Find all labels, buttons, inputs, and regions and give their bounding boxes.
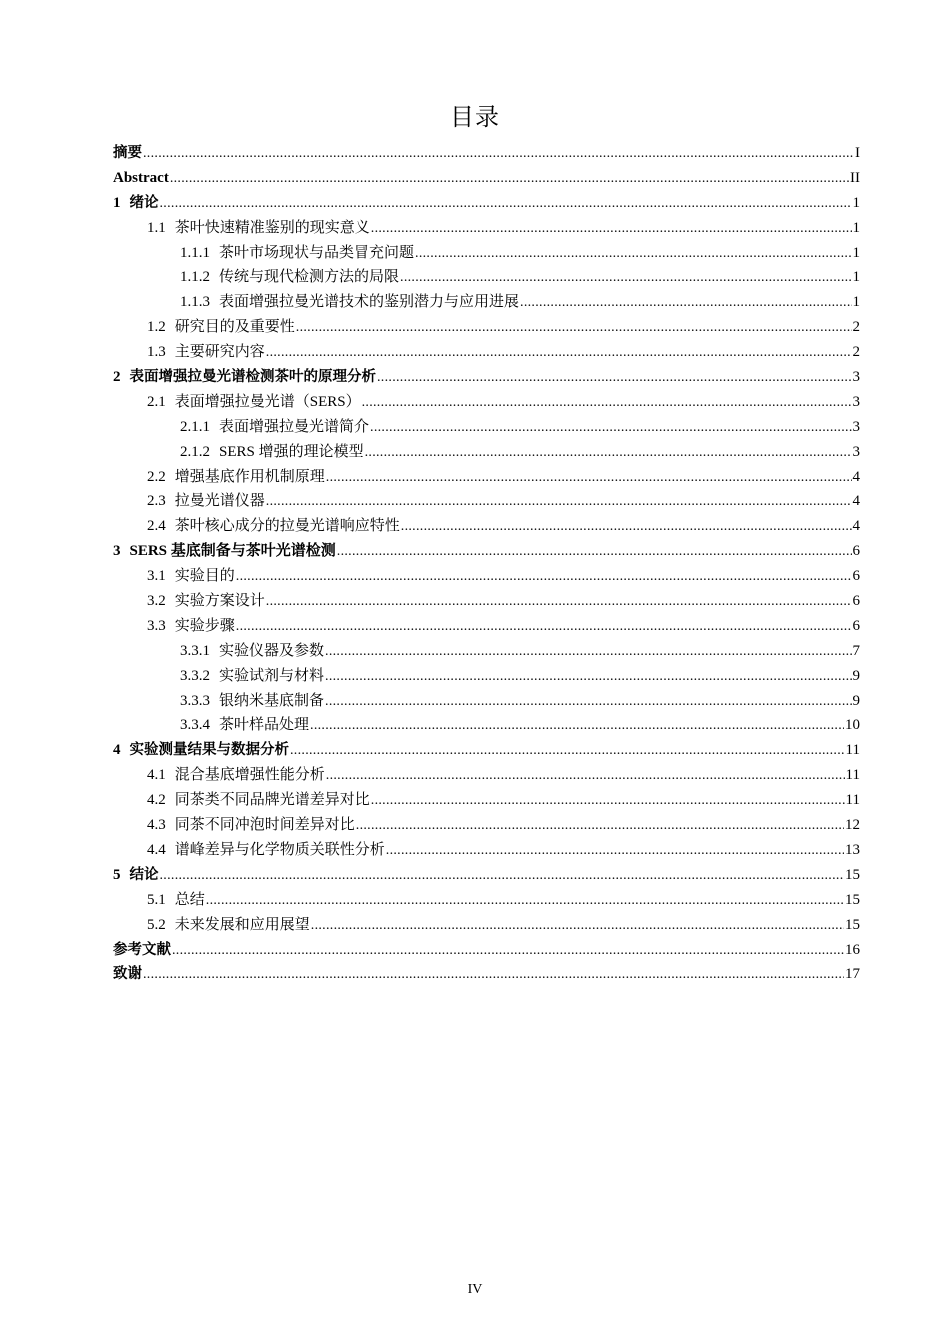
dot-leader bbox=[371, 217, 852, 242]
dot-leader bbox=[415, 242, 851, 267]
toc-entry-number: 3.3.2 bbox=[180, 667, 210, 684]
toc-entry-label: 同茶不同冲泡时间差异对比 bbox=[174, 817, 355, 834]
toc-entry-label: 拉曼光谱仪器 bbox=[174, 493, 265, 510]
toc-entry[interactable] bbox=[113, 191, 860, 216]
dot-leader bbox=[206, 889, 844, 914]
toc-entry-page: 1 bbox=[852, 294, 860, 311]
toc-entry-label: 结论 bbox=[129, 866, 159, 883]
dot-leader bbox=[143, 142, 854, 167]
table-of-contents bbox=[113, 141, 860, 987]
dot-leader bbox=[370, 416, 851, 441]
toc-entry[interactable] bbox=[113, 689, 860, 714]
dot-leader bbox=[325, 665, 851, 690]
toc-entry-label: 茶叶市场现状与品类冒充问题 bbox=[219, 244, 415, 261]
toc-entry[interactable] bbox=[113, 415, 860, 440]
toc-entry-page: II bbox=[850, 169, 860, 186]
toc-entry-label: 实验试剂与材料 bbox=[219, 667, 325, 684]
toc-entry-label: 主要研究内容 bbox=[174, 344, 265, 361]
dot-leader bbox=[310, 714, 844, 739]
toc-entry[interactable] bbox=[113, 639, 860, 664]
dot-leader bbox=[296, 316, 852, 341]
toc-entry-number: 3.3.1 bbox=[180, 642, 210, 659]
toc-entry-page: 11 bbox=[845, 792, 860, 809]
toc-entry-label: 银纳米基底制备 bbox=[219, 692, 325, 709]
toc-entry-label: 茶叶核心成分的拉曼光谱响应特性 bbox=[174, 518, 400, 535]
dot-leader bbox=[143, 963, 844, 988]
dot-leader bbox=[325, 640, 851, 665]
toc-entry-page: 4 bbox=[852, 518, 860, 535]
toc-entry-label: Abstract bbox=[113, 169, 169, 186]
toc-entry-number: 5 bbox=[113, 866, 121, 883]
toc-entry-number: 3.1 bbox=[147, 568, 166, 585]
toc-entry[interactable] bbox=[113, 265, 860, 290]
toc-entry[interactable] bbox=[113, 738, 860, 763]
toc-entry-number: 4.2 bbox=[147, 792, 166, 809]
toc-entry-page: 9 bbox=[852, 692, 860, 709]
dot-leader bbox=[160, 192, 852, 217]
toc-entry-number: 2.1.1 bbox=[180, 418, 210, 435]
toc-entry-page: I bbox=[855, 145, 860, 161]
dot-leader bbox=[401, 515, 852, 540]
toc-entry[interactable] bbox=[113, 763, 860, 788]
toc-entry-page: 3 bbox=[852, 443, 860, 460]
toc-entry-page: 6 bbox=[852, 593, 860, 610]
toc-entry-page: 12 bbox=[845, 817, 860, 834]
toc-entry-page: 2 bbox=[852, 344, 860, 361]
toc-entry[interactable] bbox=[113, 888, 860, 913]
toc-entry-page: 11 bbox=[845, 742, 860, 759]
toc-entry-page: 10 bbox=[845, 717, 860, 734]
toc-entry-page: 6 bbox=[852, 568, 860, 585]
toc-entry-number: 2.1 bbox=[147, 393, 166, 410]
toc-entry-label: 摘要 bbox=[113, 145, 142, 161]
toc-entry-number: 3 bbox=[113, 543, 121, 560]
toc-entry-label: 谱峰差异与化学物质关联性分析 bbox=[174, 841, 385, 858]
toc-entry-page: 2 bbox=[852, 319, 860, 336]
toc-entry-number: 2 bbox=[113, 369, 121, 386]
toc-entry[interactable] bbox=[113, 913, 860, 938]
toc-entry-page: 13 bbox=[845, 841, 860, 858]
toc-entry-page: 1 bbox=[852, 194, 860, 211]
toc-entry[interactable] bbox=[113, 938, 860, 963]
dot-leader bbox=[365, 441, 852, 466]
toc-entry[interactable] bbox=[113, 813, 860, 838]
toc-entry-number: 5.2 bbox=[147, 916, 166, 933]
toc-entry-page: 6 bbox=[852, 543, 860, 560]
toc-entry-number: 2.1.2 bbox=[180, 443, 210, 460]
toc-entry-label: 绪论 bbox=[129, 194, 159, 211]
toc-entry[interactable] bbox=[113, 838, 860, 863]
toc-entry-label: 未来发展和应用展望 bbox=[174, 916, 310, 933]
dot-leader bbox=[236, 615, 852, 640]
toc-entry-page: 3 bbox=[852, 418, 860, 435]
toc-entry[interactable] bbox=[113, 539, 860, 564]
toc-entry-page: 7 bbox=[852, 642, 860, 659]
toc-entry-label: 实验方案设计 bbox=[174, 593, 265, 610]
toc-entry[interactable] bbox=[113, 241, 860, 266]
toc-entry-page: 4 bbox=[852, 468, 860, 485]
toc-entry[interactable] bbox=[113, 564, 860, 589]
toc-entry[interactable] bbox=[113, 216, 860, 241]
toc-entry-number: 3.2 bbox=[147, 593, 166, 610]
toc-entry-label: 实验目的 bbox=[174, 568, 235, 585]
toc-entry-number: 1.1.2 bbox=[180, 269, 210, 286]
toc-entry[interactable] bbox=[113, 713, 860, 738]
toc-entry-label: 表面增强拉曼光谱检测茶叶的原理分析 bbox=[129, 369, 376, 386]
toc-entry[interactable] bbox=[113, 962, 860, 987]
toc-entry-number: 1.3 bbox=[147, 344, 166, 361]
toc-entry[interactable] bbox=[113, 863, 860, 888]
toc-entry-number: 1 bbox=[113, 194, 121, 211]
toc-entry-label: 增强基底作用机制原理 bbox=[174, 468, 325, 485]
toc-entry-label: 实验步骤 bbox=[174, 617, 235, 634]
dot-leader bbox=[520, 291, 851, 316]
toc-entry-label: SERS 基底制备与茶叶光谱检测 bbox=[129, 543, 336, 560]
toc-entry-label: 实验仪器及参数 bbox=[219, 642, 325, 659]
toc-entry-page: 17 bbox=[845, 966, 860, 983]
dot-leader bbox=[371, 789, 845, 814]
toc-entry-label: 致谢 bbox=[113, 966, 142, 983]
toc-entry[interactable] bbox=[113, 390, 860, 415]
dot-leader bbox=[400, 266, 851, 291]
toc-entry-number: 4.3 bbox=[147, 817, 166, 834]
toc-entry[interactable] bbox=[113, 166, 860, 191]
toc-entry-label: 表面增强拉曼光谱简介 bbox=[219, 418, 370, 435]
dot-leader bbox=[160, 864, 845, 889]
toc-entry[interactable] bbox=[113, 614, 860, 639]
dot-leader bbox=[362, 391, 852, 416]
toc-entry-page: 9 bbox=[852, 667, 860, 684]
dot-leader bbox=[170, 167, 849, 192]
toc-entry-number: 1.1 bbox=[147, 219, 166, 236]
toc-entry-number: 4 bbox=[113, 742, 121, 759]
dot-leader bbox=[356, 814, 844, 839]
toc-entry[interactable] bbox=[113, 440, 860, 465]
toc-entry-number: 3.3 bbox=[147, 617, 166, 634]
dot-leader bbox=[377, 366, 852, 391]
toc-entry-page: 1 bbox=[852, 244, 860, 261]
dot-leader bbox=[325, 690, 851, 715]
toc-entry-number: 2.4 bbox=[147, 518, 166, 535]
dot-leader bbox=[266, 341, 852, 366]
toc-entry-label: 参考文献 bbox=[113, 941, 171, 958]
dot-leader bbox=[326, 764, 845, 789]
toc-entry[interactable] bbox=[113, 514, 860, 539]
dot-leader bbox=[172, 939, 844, 964]
toc-entry[interactable] bbox=[113, 489, 860, 514]
toc-entry-number: 4.4 bbox=[147, 841, 166, 858]
toc-entry-label: 表面增强拉曼光谱技术的鉴别潜力与应用进展 bbox=[219, 294, 520, 311]
toc-entry[interactable] bbox=[113, 340, 860, 365]
toc-entry[interactable] bbox=[113, 788, 860, 813]
toc-entry[interactable] bbox=[113, 664, 860, 689]
toc-entry-label: 实验测量结果与数据分析 bbox=[129, 742, 289, 759]
page-number: IV bbox=[467, 1282, 483, 1297]
toc-entry[interactable] bbox=[113, 365, 860, 390]
toc-entry[interactable] bbox=[113, 290, 860, 315]
toc-entry[interactable] bbox=[113, 465, 860, 490]
dot-leader bbox=[290, 739, 845, 764]
dot-leader bbox=[386, 839, 844, 864]
toc-entry-number: 3.3.3 bbox=[180, 692, 210, 709]
toc-entry-page: 1 bbox=[852, 269, 860, 286]
toc-entry-number: 2.2 bbox=[147, 468, 166, 485]
toc-entry-page: 15 bbox=[845, 891, 860, 908]
toc-entry-number: 2.3 bbox=[147, 493, 166, 510]
toc-entry-number: 1.2 bbox=[147, 319, 166, 336]
toc-entry-label: 传统与现代检测方法的局限 bbox=[219, 269, 400, 286]
toc-entry-page: 11 bbox=[845, 767, 860, 784]
page-title: 目录 bbox=[450, 103, 500, 131]
toc-entry-page: 15 bbox=[845, 866, 860, 883]
toc-entry-number: 1.1.1 bbox=[180, 244, 210, 261]
toc-entry-page: 15 bbox=[845, 916, 860, 933]
toc-entry-label: 研究目的及重要性 bbox=[174, 319, 295, 336]
dot-leader bbox=[236, 565, 852, 590]
toc-entry-page: 6 bbox=[852, 617, 860, 634]
toc-entry-number: 1.1.3 bbox=[180, 294, 210, 311]
toc-entry[interactable] bbox=[113, 141, 860, 166]
dot-leader bbox=[326, 466, 852, 491]
toc-entry-page: 3 bbox=[852, 369, 860, 386]
toc-entry-label: 茶叶快速精准鉴别的现实意义 bbox=[174, 219, 370, 236]
toc-entry-page: 16 bbox=[845, 941, 860, 958]
toc-entry-label: SERS 增强的理论模型 bbox=[219, 443, 364, 460]
toc-entry-number: 3.3.4 bbox=[180, 717, 210, 734]
dot-leader bbox=[311, 914, 844, 939]
toc-entry-label: 茶叶样品处理 bbox=[219, 717, 310, 734]
toc-entry[interactable] bbox=[113, 589, 860, 614]
toc-entry-label: 混合基底增强性能分析 bbox=[174, 767, 325, 784]
toc-entry-label: 总结 bbox=[174, 891, 205, 908]
dot-leader bbox=[266, 590, 852, 615]
toc-entry-number: 5.1 bbox=[147, 891, 166, 908]
dot-leader bbox=[266, 490, 852, 515]
toc-entry[interactable] bbox=[113, 315, 860, 340]
toc-entry-label: 表面增强拉曼光谱（SERS） bbox=[174, 393, 361, 410]
toc-entry-page: 4 bbox=[852, 493, 860, 510]
toc-entry-number: 4.1 bbox=[147, 767, 166, 784]
toc-entry-page: 1 bbox=[852, 219, 860, 236]
toc-entry-page: 3 bbox=[852, 393, 860, 410]
toc-entry-label: 同茶类不同品牌光谱差异对比 bbox=[174, 792, 370, 809]
dot-leader bbox=[337, 540, 852, 565]
